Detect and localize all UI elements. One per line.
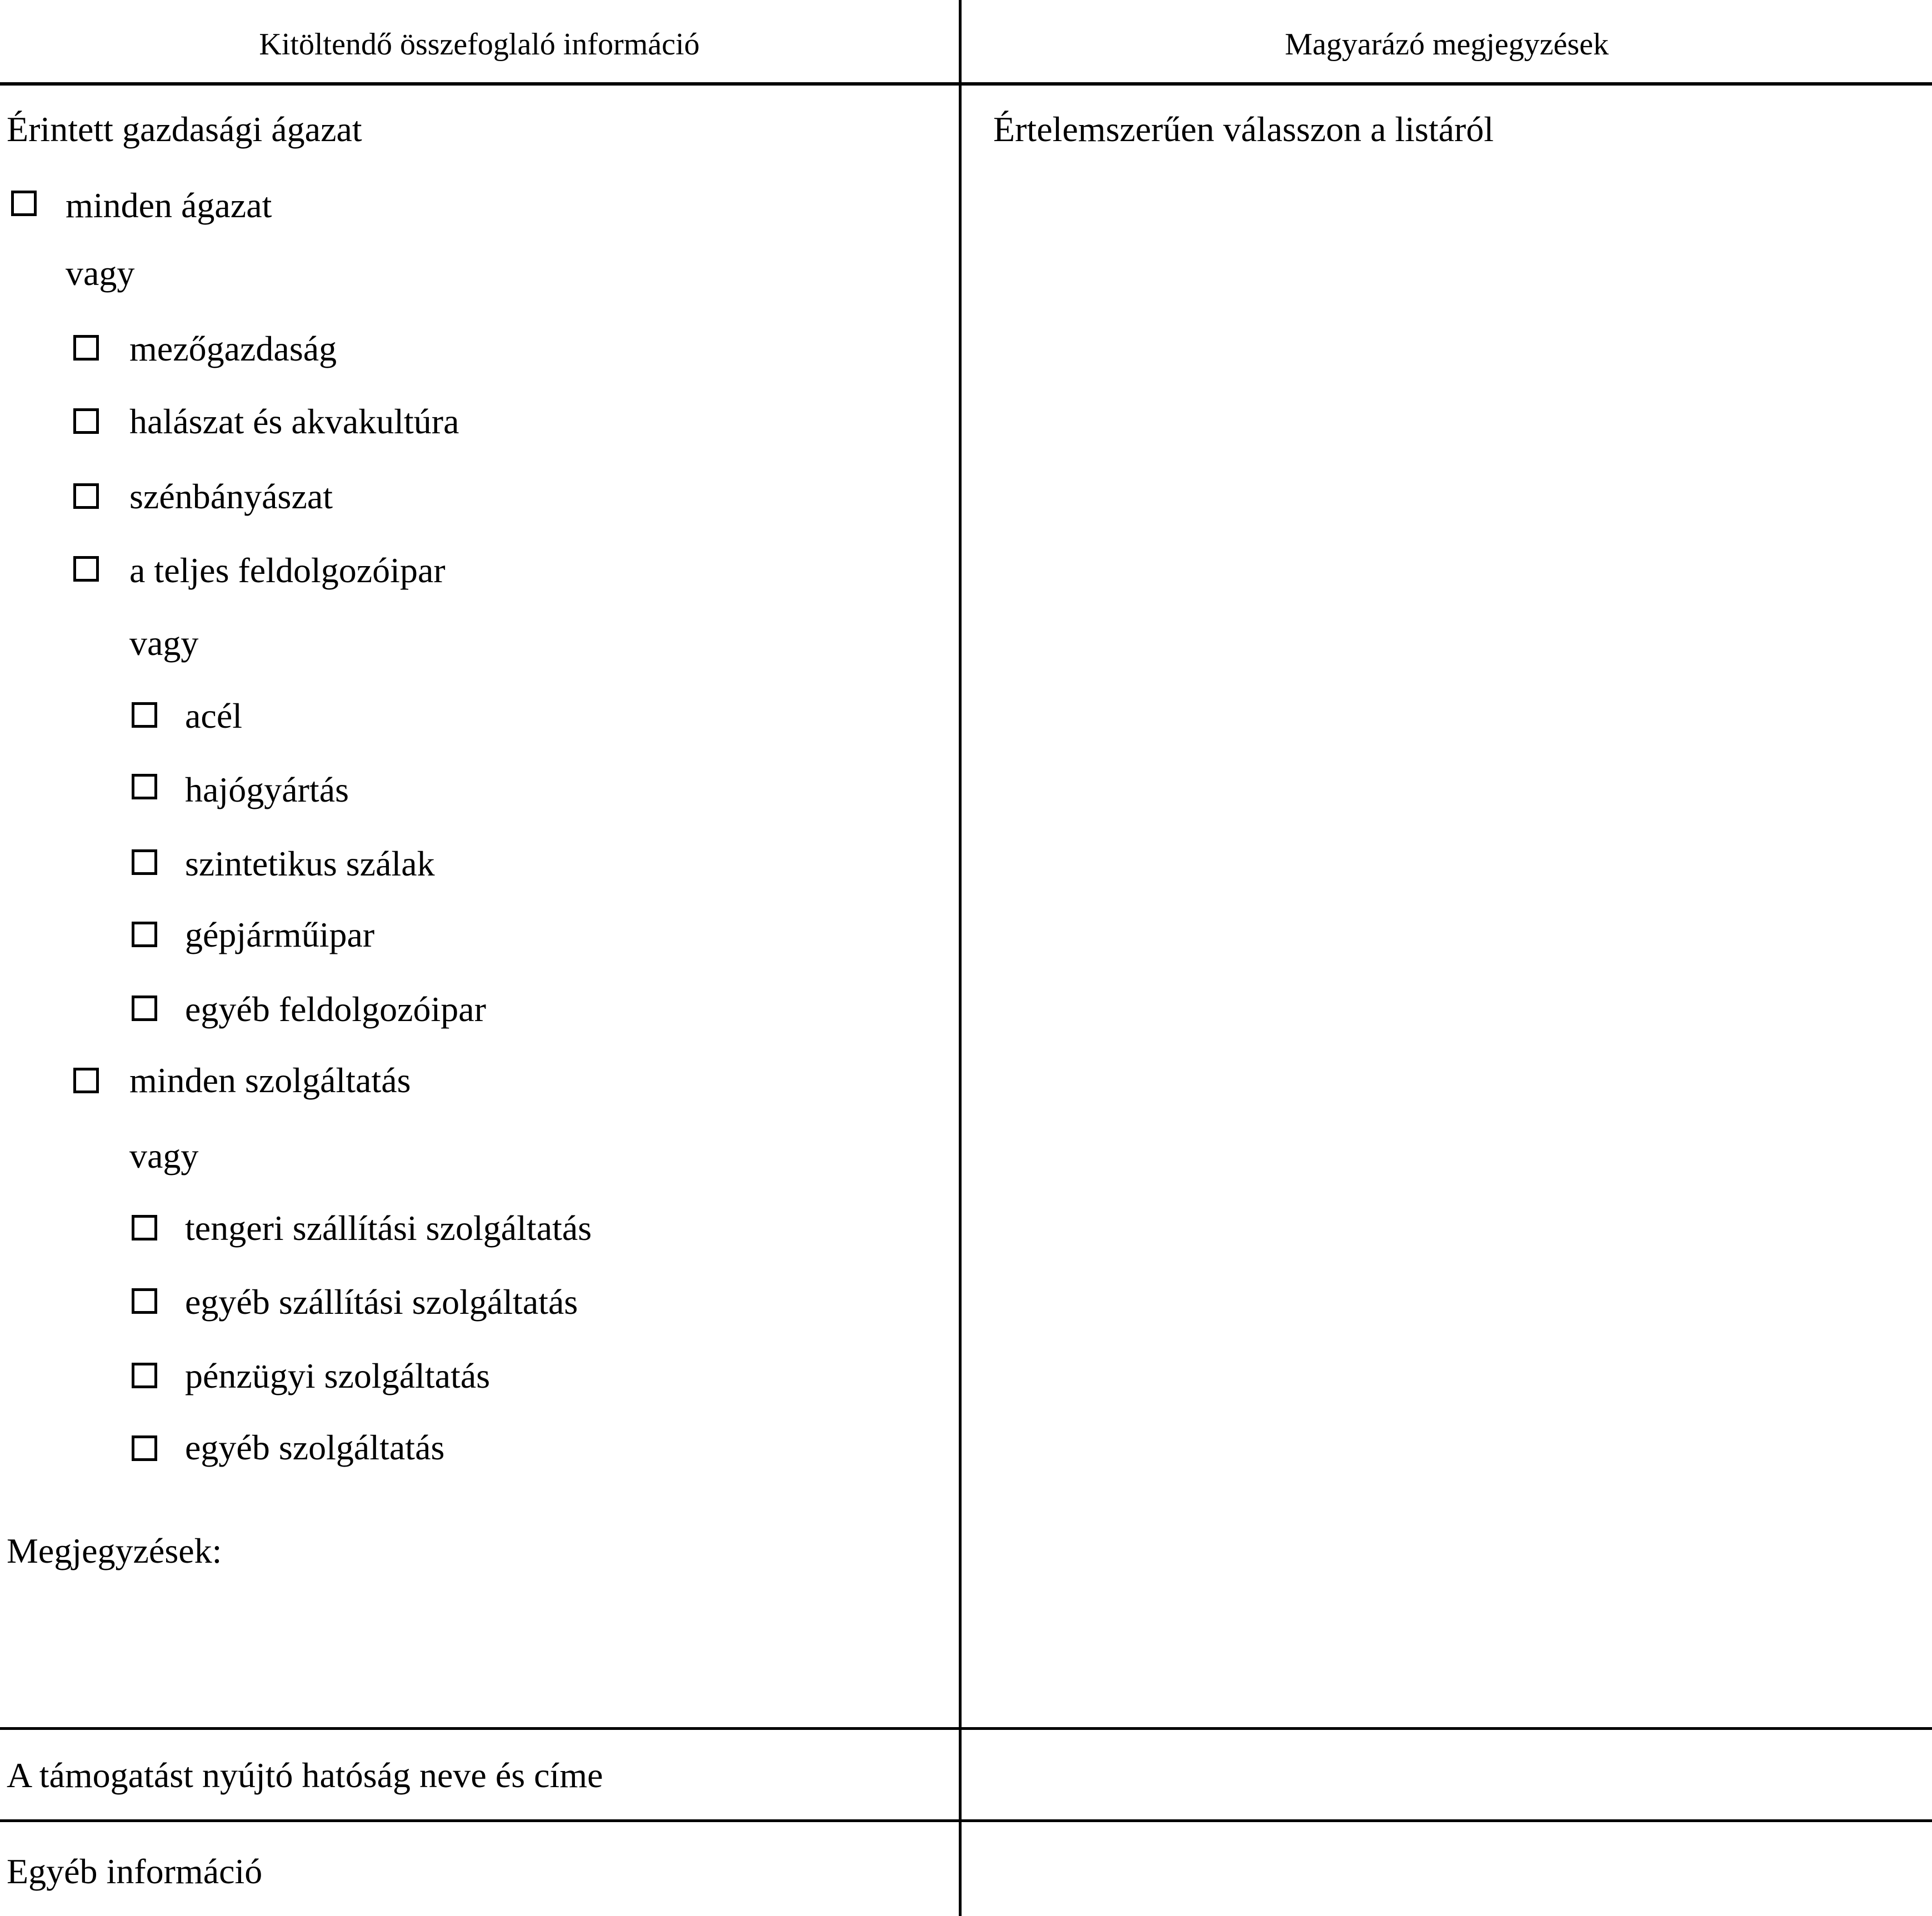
column-divider (959, 0, 962, 1916)
checkbox-agriculture[interactable] (73, 335, 99, 361)
column-header-summary: Kitöltendő összefoglaló információ (259, 27, 700, 62)
checkbox-maritime-transport[interactable] (132, 1215, 157, 1240)
checkbox-fisheries[interactable] (73, 408, 99, 434)
checkbox-other-services[interactable] (132, 1435, 157, 1461)
checkbox-shipbuilding[interactable] (132, 774, 157, 799)
option-label: szintetikus szálak (185, 844, 435, 883)
or-label: vagy (66, 253, 135, 293)
checkbox-financial-services[interactable] (132, 1363, 157, 1388)
option-label: pénzügyi szolgáltatás (185, 1356, 490, 1395)
remarks-label: Megjegyzések: (7, 1531, 222, 1570)
option-label: halászat és akvakultúra (129, 402, 459, 441)
checkbox-all-services[interactable] (73, 1068, 99, 1093)
option-label: mezőgazdaság (129, 329, 337, 368)
checkbox-other-manufacturing[interactable] (132, 995, 157, 1021)
checkbox-synthetic-fibres[interactable] (132, 849, 157, 875)
checkbox-other-transport[interactable] (132, 1288, 157, 1314)
option-label: minden ágazat (66, 186, 272, 225)
option-label: minden szolgáltatás (129, 1060, 411, 1100)
row-divider (0, 1819, 1932, 1822)
other-info-label: Egyéb információ (7, 1852, 263, 1891)
checkbox-coal-mining[interactable] (73, 483, 99, 509)
option-label: szénbányászat (129, 477, 333, 516)
or-label: vagy (129, 1136, 199, 1175)
row-divider (0, 1727, 1932, 1730)
or-label: vagy (129, 623, 199, 663)
option-label: egyéb feldolgozóipar (185, 989, 486, 1029)
option-label: acél (185, 696, 242, 736)
header-divider (0, 82, 1932, 86)
sector-note: Értelemszerűen válasszon a listáról (993, 109, 1494, 149)
option-label: tengeri szállítási szolgáltatás (185, 1208, 592, 1248)
option-label: egyéb szállítási szolgáltatás (185, 1282, 578, 1322)
checkbox-manufacturing[interactable] (73, 556, 99, 582)
option-label: gépjárműipar (185, 915, 375, 954)
checkbox-motor-vehicles[interactable] (132, 922, 157, 947)
option-label: egyéb szolgáltatás (185, 1428, 445, 1467)
authority-label: A támogatást nyújtó hatóság neve és címe (7, 1755, 603, 1795)
column-header-notes: Magyarázó megjegyzések (1284, 27, 1609, 62)
checkbox-all-sectors[interactable] (11, 191, 37, 216)
checkbox-steel[interactable] (132, 702, 157, 728)
option-label: a teljes feldolgozóipar (129, 551, 446, 590)
option-label: hajógyártás (185, 770, 349, 809)
sector-label: Érintett gazdasági ágazat (7, 109, 362, 149)
